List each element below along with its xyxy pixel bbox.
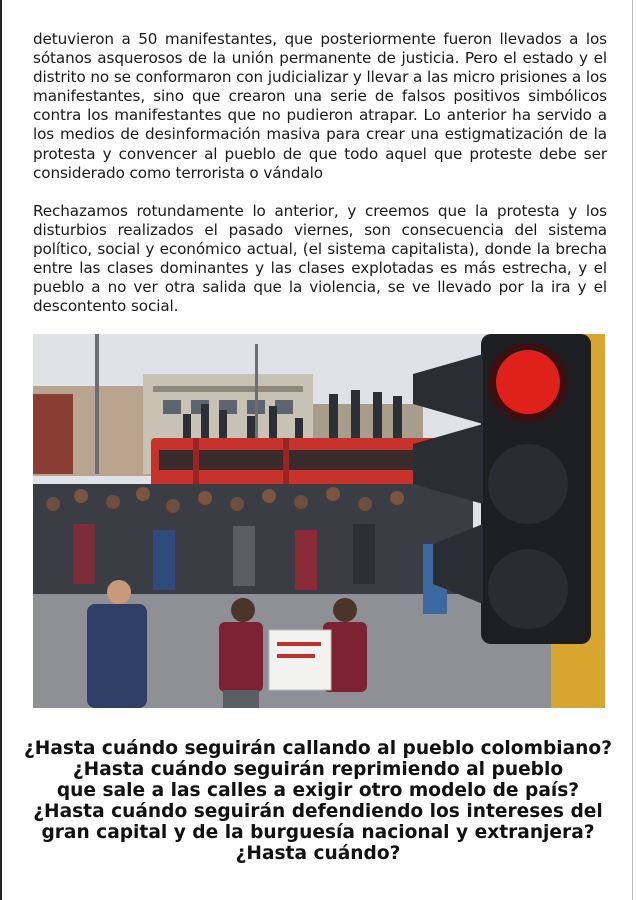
body-paragraph-1: detuvieron a 50 manifestantes, que posteriormente fueron llevados a los sótanos asquerosos de la unión permanente de justicia. Pero el estado y el distrito no se conformaron con judicializar y llevar a las micro prisiones a los manifestantes, sino que crearon una serie de falsos positivos simbólicos contra los manifestantes que no pudieron atrapar. Lo anterior ha servido a los medios de desinformación masiva para crear una estigmatización de la protesta y convencer al pueblo de que todo aquel que proteste debe ser considerado como terrorista o vándalo [33, 30, 607, 182]
question-line: ¿Hasta cuándo seguirán callando al pueblo colombiano? [24, 738, 612, 759]
closing-questions [20, 738, 616, 865]
page-border-left [0, 0, 2, 900]
protest-photo [33, 334, 605, 708]
question-line: que sale a las calles a exigir otro modelo de país? [56, 780, 580, 802]
street-pole [95, 334, 99, 474]
foreground-man-head [107, 580, 131, 604]
question-line: ¿Hasta cuándo? [235, 843, 401, 865]
bus-windows [159, 450, 429, 470]
student-left [219, 622, 263, 692]
red-light [496, 350, 560, 414]
protest-crowd-traffic-light-photo [33, 334, 605, 708]
page-border-right [632, 0, 633, 900]
question-line: ¿Hasta cuándo seguirán defendiendo los intereses del [33, 801, 603, 823]
question-line: ¿Hasta cuándo seguirán reprimiendo al pueblo [72, 759, 564, 781]
foreground-man [87, 604, 147, 708]
body-paragraph-2: Rechazamos rotundamente lo anterior, y creemos que la protesta y los disturbios realizados el pasado viernes, son consecuencia del sistema político, social y económico actual, (el sistema capitalista), donde la brecha entre las clases dominantes y las clases explotadas es más estrecha, y el pueblo a no ver otra salida que la violencia, se ve llevado por la ira y el descontento social. [33, 202, 607, 316]
question-line: gran capital y de la burguesía nacional y extranjera? [41, 822, 595, 844]
amber-light-off [488, 444, 568, 524]
green-light-off [488, 549, 568, 629]
protest-sign [269, 630, 331, 690]
